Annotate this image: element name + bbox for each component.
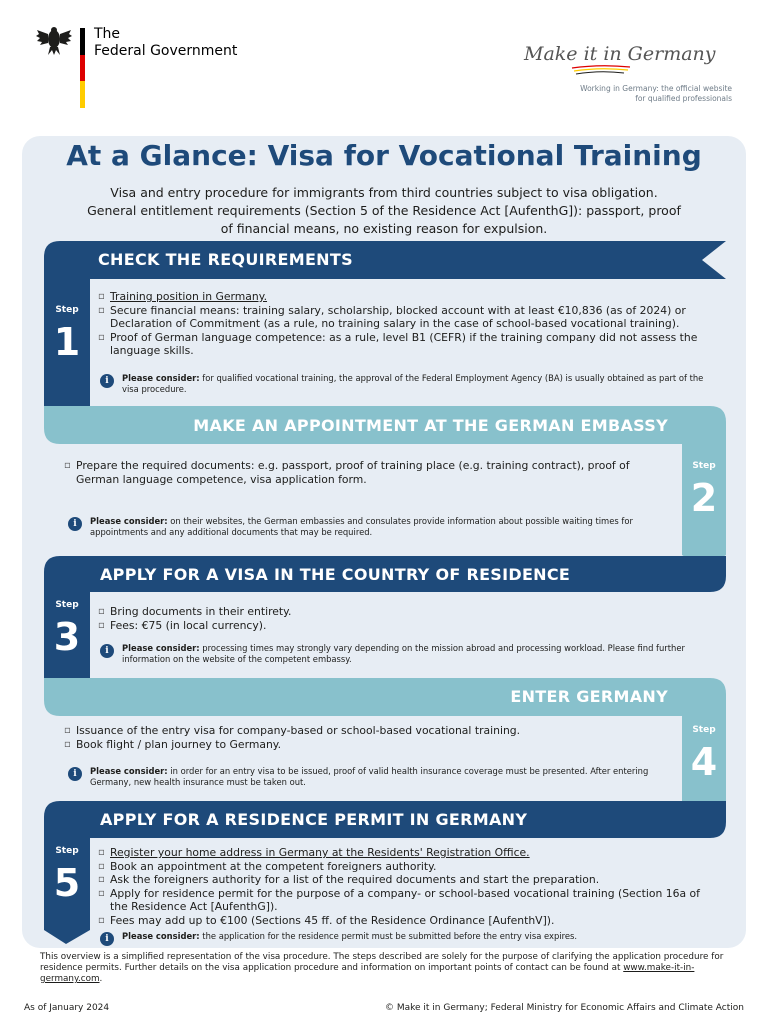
- step4-heading: ENTER GERMANY: [510, 687, 668, 706]
- step3-heading: APPLY FOR A VISA IN THE COUNTRY OF RESIDENCE: [100, 565, 571, 584]
- step3-label: Step: [55, 600, 79, 610]
- list-item: ▫ Bring documents in their entirety.: [98, 605, 710, 619]
- as-of-date: As of January 2024: [24, 1003, 110, 1013]
- disclaimer: This overview is a simplified representation of the visa procedure. The steps described are solely for the purpose of clarifying the application procedure for residence permits. Further details on the visa application procedure and information on important points of contact can be found at www.make-it-in-germany.com.: [40, 952, 724, 984]
- gov-line-1: The: [94, 26, 121, 42]
- info-icon: i: [68, 767, 82, 781]
- website-link[interactable]: www.make-it-in-germany.com: [40, 963, 695, 984]
- list-item: ▫ Training position in Germany.: [98, 290, 710, 304]
- info-icon: i: [100, 932, 114, 946]
- step4-bullets: [64, 724, 664, 751]
- list-item: ▫ Register your home address in Germany at the Residents' Registration Office.: [98, 846, 714, 860]
- step2-label: Step: [692, 461, 716, 471]
- gov-line-2: Federal Government: [94, 43, 238, 59]
- info-icon: i: [68, 517, 82, 531]
- brand-sub-line-1: Working in Germany: the official website: [580, 84, 732, 93]
- list-item: ▫ Issuance of the entry visa for company-based or school-based vocational training.: [64, 724, 664, 738]
- step2-number: 2: [690, 476, 718, 520]
- brand-sub-line-2: for qualified professionals: [635, 94, 732, 103]
- list-item: ▫ Fees may add up to €100 (Sections 45 ff. of the Residence Ordinance [AufenthV]).: [98, 914, 714, 928]
- step4-number: 4: [690, 740, 718, 784]
- step2-heading: MAKE AN APPOINTMENT AT THE GERMAN EMBASSY: [193, 416, 668, 435]
- info-icon: i: [100, 374, 114, 388]
- page-title: At a Glance: Visa for Vocational Training: [66, 139, 702, 172]
- step5-bullets: [98, 846, 714, 928]
- step5-heading: APPLY FOR A RESIDENCE PERMIT IN GERMANY: [100, 810, 528, 829]
- list-item: ▫ Prepare the required documents: e.g. passport, proof of training place (e.g. training contract), proof of German language competence, visa application form.: [64, 459, 664, 486]
- step3-number: 3: [53, 615, 81, 659]
- step1-note: i Please consider: for qualified vocational training, the approval of the Federal Employment Agency (BA) is usually obtained as part of the visa procedure.: [100, 373, 722, 395]
- list-item: ▫ Book an appointment at the competent foreigners authority.: [98, 860, 714, 874]
- brand-script-text: Make it in Germany: [524, 43, 716, 65]
- list-item: ▫ Book flight / plan journey to Germany.: [64, 738, 664, 752]
- list-item: ▫ Secure financial means: training salary, scholarship, blocked account with at least €10,836 (as of 2024) or Declaration of Commitment (as a rule, no training salary in the case of school-based vocational training).: [98, 304, 710, 331]
- step2-bullets: [64, 459, 664, 486]
- disclaimer-text: This overview is a simplified representation of the visa procedure. The steps described are solely for the purpose of clarifying the application procedure for residence permits. Further details on the visa application procedure and information on important points of contact can be found at: [40, 952, 724, 973]
- step4-note: i Please consider: in order for an entry visa to be issued, proof of valid health insurance coverage must be presented. After entering Germany, new health insurance must be taken out.: [68, 766, 690, 788]
- intro-line-1: Visa and entry procedure for immigrants from third countries subject to visa obligation.: [110, 185, 658, 200]
- intro-line-2: General entitlement requirements (Section 5 of the Residence Act [AufenthG]): passport, proof: [87, 203, 681, 218]
- copyright: © Make it in Germany; Federal Ministry for Economic Affairs and Climate Action: [384, 1003, 744, 1013]
- step1-label: Step: [55, 305, 79, 315]
- step1-heading: CHECK THE REQUIREMENTS: [98, 250, 353, 269]
- step1-number: 1: [53, 320, 81, 364]
- step5-number: 5: [53, 861, 81, 905]
- step3-note: i Please consider: processing times may strongly vary depending on the mission abroad and processing workload. Please find further information on the website of the competent embassy.: [100, 643, 722, 665]
- step5-label: Step: [55, 846, 79, 856]
- step4-label: Step: [692, 725, 716, 735]
- intro-line-3: of financial means, no existing reason for expulsion.: [220, 221, 548, 236]
- list-item: ▫ Apply for residence permit for the purpose of a company- or school-based vocational training (Section 16a of the Residence Act [AufenthG]).: [98, 887, 714, 914]
- step1-bullets: [98, 290, 710, 358]
- step3-bullets: [98, 605, 710, 632]
- info-icon: i: [100, 644, 114, 658]
- step2-note: i Please consider: on their websites, the German embassies and consulates provide information about possible waiting times for appointments and any additional documents that may be required.: [68, 516, 690, 538]
- list-item: ▫ Proof of German language competence: as a rule, level B1 (CEFR) if the training company did not assess the language skills.: [98, 331, 710, 358]
- step5-note: i Please consider: the application for the residence permit must be submitted before the entry visa expires.: [100, 931, 732, 942]
- list-item: ▫ Fees: €75 (in local currency).: [98, 619, 710, 633]
- list-item: ▫ Ask the foreigners authority for a list of the required documents and start the preparation.: [98, 873, 714, 887]
